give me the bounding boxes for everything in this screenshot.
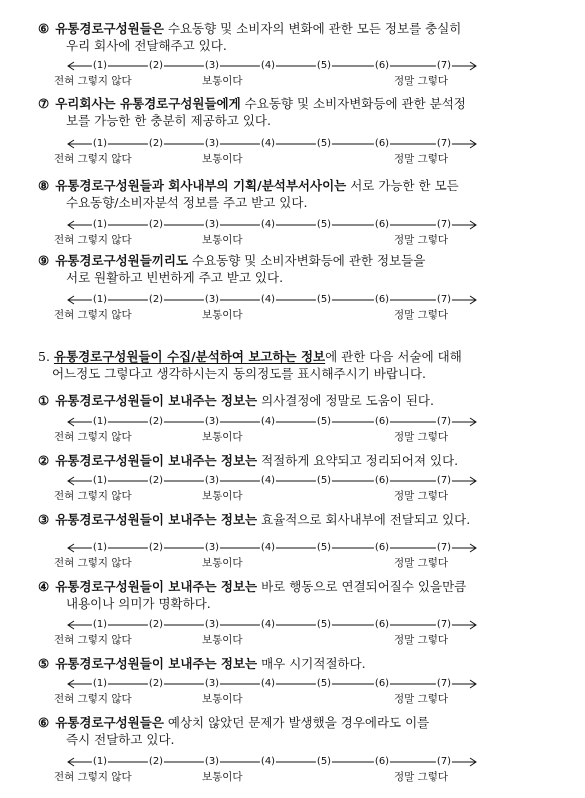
scale-point-4[interactable]: (4) — [260, 756, 276, 767]
scale-point-2[interactable]: (2) — [148, 619, 164, 630]
likert-scale[interactable] — [54, 756, 484, 786]
scale-point-7[interactable]: (7) — [436, 678, 452, 689]
scale-label-mid: 보통이다 — [202, 490, 243, 502]
scale-point-4[interactable]: (4) — [260, 138, 276, 149]
likert-scale[interactable] — [54, 542, 484, 572]
likert-scale[interactable] — [54, 678, 484, 708]
scale-point-7[interactable]: (7) — [436, 619, 452, 630]
scale-point-4[interactable]: (4) — [260, 294, 276, 305]
question-7 — [38, 95, 578, 129]
question-subject: 유통경로구성원들이 보내주는 정보는 — [55, 579, 258, 594]
scale-point-6[interactable]: (6) — [374, 416, 390, 427]
scale-point-3[interactable]: (3) — [204, 678, 220, 689]
scale-point-7[interactable]: (7) — [436, 756, 452, 767]
scale-label-left: 전혀 그렇지 않다 — [54, 771, 132, 783]
question-number: ② — [38, 453, 50, 468]
question-text-cont: 내용이나 의미가 명확하다. — [66, 596, 211, 611]
question-text: 적절하게 요약되고 정리되어져 있다. — [257, 453, 459, 468]
question-text: 서로 가능한 한 모든 — [346, 178, 459, 193]
scale-label-left: 전혀 그렇지 않다 — [54, 153, 132, 165]
likert-scale[interactable] — [54, 294, 484, 324]
scale-label-left: 전혀 그렇지 않다 — [54, 309, 132, 321]
scale-point-1[interactable]: (1) — [92, 619, 108, 630]
question-text-cont: 보를 가능한 한 충분히 제공하고 있다. — [66, 113, 271, 128]
scale-point-6[interactable]: (6) — [374, 294, 390, 305]
scale-point-2[interactable]: (2) — [148, 60, 164, 71]
section-text: 에 관한 다음 서술에 대해 — [325, 349, 462, 364]
likert-scale[interactable] — [54, 619, 484, 649]
scale-point-3[interactable]: (3) — [204, 416, 220, 427]
scale-point-4[interactable]: (4) — [260, 416, 276, 427]
question-subject: 유통경로구성원들은 — [55, 21, 164, 36]
question-number: ⑦ — [38, 96, 50, 111]
scale-label-left: 전혀 그렇지 않다 — [54, 490, 132, 502]
question-5-2 — [38, 452, 578, 469]
scale-label-mid: 보통이다 — [202, 693, 243, 705]
question-text: 효율적으로 회사내부에 전달되고 있다. — [257, 512, 471, 527]
question-number: ④ — [38, 579, 50, 594]
scale-label-mid: 보통이다 — [202, 634, 243, 646]
scale-point-5[interactable]: (5) — [316, 542, 332, 553]
scale-point-6[interactable]: (6) — [374, 475, 390, 486]
section-5-heading — [38, 348, 578, 382]
scale-point-7[interactable]: (7) — [436, 138, 452, 149]
question-text: 수요동향 및 소비자변화등에 관한 분석정 — [240, 96, 466, 111]
scale-label-mid: 보통이다 — [202, 309, 243, 321]
scale-point-1[interactable]: (1) — [92, 542, 108, 553]
scale-point-6[interactable]: (6) — [374, 60, 390, 71]
scale-point-1[interactable]: (1) — [92, 756, 108, 767]
scale-point-6[interactable]: (6) — [374, 138, 390, 149]
question-subject: 유통경로구성원들이 보내주는 정보는 — [55, 393, 258, 408]
scale-point-7[interactable]: (7) — [436, 542, 452, 553]
scale-point-7[interactable]: (7) — [436, 475, 452, 486]
scale-label-right: 정말 그렇다 — [394, 309, 449, 321]
scale-point-1[interactable]: (1) — [92, 219, 108, 230]
scale-label-mid: 보통이다 — [202, 234, 243, 246]
scale-point-3[interactable]: (3) — [204, 475, 220, 486]
question-text: 수요동향 및 소비자의 변화에 관한 모든 정보를 충실히 — [163, 21, 462, 36]
question-number: ⑥ — [38, 21, 50, 36]
scale-point-5[interactable]: (5) — [316, 475, 332, 486]
question-text: 예상치 않았던 문제가 발생했을 경우에라도 이를 — [163, 715, 430, 730]
scale-point-2[interactable]: (2) — [148, 294, 164, 305]
scale-point-3[interactable]: (3) — [204, 60, 220, 71]
likert-scale[interactable] — [54, 475, 484, 505]
question-number: ⑨ — [38, 253, 50, 268]
question-text: 바로 행동으로 연결되어질수 있을만큼 — [257, 579, 467, 594]
question-6 — [38, 20, 578, 54]
scale-point-1[interactable]: (1) — [92, 475, 108, 486]
question-subject: 우리회사는 유통경로구성원들에게 — [55, 96, 241, 111]
question-5-1 — [38, 392, 578, 409]
scale-point-3[interactable]: (3) — [204, 619, 220, 630]
scale-label-mid: 보통이다 — [202, 75, 243, 87]
scale-label-right: 정말 그렇다 — [394, 771, 449, 783]
scale-point-6[interactable]: (6) — [374, 219, 390, 230]
question-number: ⑥ — [38, 715, 50, 730]
scale-label-left: 전혀 그렇지 않다 — [54, 75, 132, 87]
scale-point-7[interactable]: (7) — [436, 60, 452, 71]
question-subject: 유통경로구성원들은 — [55, 715, 164, 730]
scale-point-3[interactable]: (3) — [204, 756, 220, 767]
section-subject: 유통경로구성원들이 수집/분석하여 보고하는 정보 — [53, 349, 326, 364]
scale-point-2[interactable]: (2) — [148, 138, 164, 149]
scale-point-1[interactable]: (1) — [92, 416, 108, 427]
question-8 — [38, 177, 578, 211]
scale-point-1[interactable]: (1) — [92, 294, 108, 305]
question-text-cont: 즉시 전달하고 있다. — [66, 732, 175, 747]
section-text-cont: 어느정도 그렇다고 생각하시는지 동의정도를 표시해주시기 바랍니다. — [52, 366, 427, 381]
scale-label-mid: 보통이다 — [202, 431, 243, 443]
question-9 — [38, 252, 578, 286]
question-text-cont: 수요동향/소비자분석 정보를 주고 받고 있다. — [66, 195, 308, 210]
question-text-cont: 서로 원활하고 빈번하게 주고 받고 있다. — [66, 270, 284, 285]
scale-point-5[interactable]: (5) — [316, 294, 332, 305]
scale-point-1[interactable]: (1) — [92, 678, 108, 689]
question-subject: 유통경로구성원들과 회사내부의 기획/분석부서사이는 — [55, 178, 347, 193]
question-subject: 유통경로구성원들이 보내주는 정보는 — [55, 453, 258, 468]
scale-label-right: 정말 그렇다 — [394, 634, 449, 646]
scale-point-3[interactable]: (3) — [204, 542, 220, 553]
question-number: ① — [38, 393, 50, 408]
scale-point-3[interactable]: (3) — [204, 219, 220, 230]
question-5-3 — [38, 511, 578, 528]
scale-point-4[interactable]: (4) — [260, 619, 276, 630]
scale-point-4[interactable]: (4) — [260, 542, 276, 553]
scale-point-4[interactable]: (4) — [260, 475, 276, 486]
scale-point-5[interactable]: (5) — [316, 219, 332, 230]
scale-point-5[interactable]: (5) — [316, 416, 332, 427]
scale-point-5[interactable]: (5) — [316, 619, 332, 630]
scale-point-7[interactable]: (7) — [436, 416, 452, 427]
scale-label-mid: 보통이다 — [202, 557, 243, 569]
scale-point-2[interactable]: (2) — [148, 542, 164, 553]
scale-label-right: 정말 그렇다 — [394, 234, 449, 246]
scale-label-right: 정말 그렇다 — [394, 153, 449, 165]
scale-point-3[interactable]: (3) — [204, 138, 220, 149]
question-5-5 — [38, 655, 578, 672]
section-number: 5. — [38, 349, 50, 364]
question-5-4 — [38, 578, 578, 612]
scale-point-7[interactable]: (7) — [436, 294, 452, 305]
likert-scale[interactable] — [54, 60, 484, 90]
scale-point-6[interactable]: (6) — [374, 542, 390, 553]
question-subject: 유통경로구성원들이 보내주는 정보는 — [55, 512, 258, 527]
scale-point-4[interactable]: (4) — [260, 219, 276, 230]
question-number: ⑧ — [38, 178, 50, 193]
question-text: 매우 시기적절하다. — [257, 656, 366, 671]
scale-label-left: 전혀 그렇지 않다 — [54, 634, 132, 646]
scale-point-1[interactable]: (1) — [92, 60, 108, 71]
question-number: ③ — [38, 512, 50, 527]
question-subject: 유통경로구성원들이 보내주는 정보는 — [55, 656, 258, 671]
scale-label-right: 정말 그렇다 — [394, 693, 449, 705]
scale-point-2[interactable]: (2) — [148, 475, 164, 486]
likert-scale[interactable] — [54, 219, 484, 249]
scale-point-1[interactable]: (1) — [92, 138, 108, 149]
scale-label-left: 전혀 그렇지 않다 — [54, 431, 132, 443]
scale-point-3[interactable]: (3) — [204, 294, 220, 305]
scale-label-mid: 보통이다 — [202, 153, 243, 165]
scale-point-5[interactable]: (5) — [316, 756, 332, 767]
scale-label-left: 전혀 그렇지 않다 — [54, 693, 132, 705]
scale-point-2[interactable]: (2) — [148, 219, 164, 230]
question-text: 의사결정에 정말로 도움이 된다. — [257, 393, 434, 408]
scale-point-5[interactable]: (5) — [316, 678, 332, 689]
scale-point-4[interactable]: (4) — [260, 678, 276, 689]
scale-point-4[interactable]: (4) — [260, 60, 276, 71]
scale-label-left: 전혀 그렇지 않다 — [54, 557, 132, 569]
question-number: ⑤ — [38, 656, 50, 671]
question-subject: 유통경로구성원들끼리도 — [55, 253, 189, 268]
scale-point-6[interactable]: (6) — [374, 619, 390, 630]
scale-label-right: 정말 그렇다 — [394, 490, 449, 502]
question-5-6 — [38, 714, 578, 748]
scale-point-2[interactable]: (2) — [148, 416, 164, 427]
likert-scale[interactable] — [54, 138, 484, 168]
question-text-cont: 우리 회사에 전달해주고 있다. — [66, 38, 227, 53]
question-text: 수요동향 및 소비자변화등에 관한 정보들을 — [188, 253, 426, 268]
scale-label-right: 정말 그렇다 — [394, 557, 449, 569]
scale-label-right: 정말 그렇다 — [394, 75, 449, 87]
scale-point-2[interactable]: (2) — [148, 678, 164, 689]
scale-label-left: 전혀 그렇지 않다 — [54, 234, 132, 246]
scale-label-mid: 보통이다 — [202, 771, 243, 783]
scale-label-right: 정말 그렇다 — [394, 431, 449, 443]
likert-scale[interactable] — [54, 416, 484, 446]
scale-point-5[interactable]: (5) — [316, 60, 332, 71]
scale-point-5[interactable]: (5) — [316, 138, 332, 149]
scale-point-6[interactable]: (6) — [374, 756, 390, 767]
scale-point-7[interactable]: (7) — [436, 219, 452, 230]
scale-point-2[interactable]: (2) — [148, 756, 164, 767]
scale-point-6[interactable]: (6) — [374, 678, 390, 689]
